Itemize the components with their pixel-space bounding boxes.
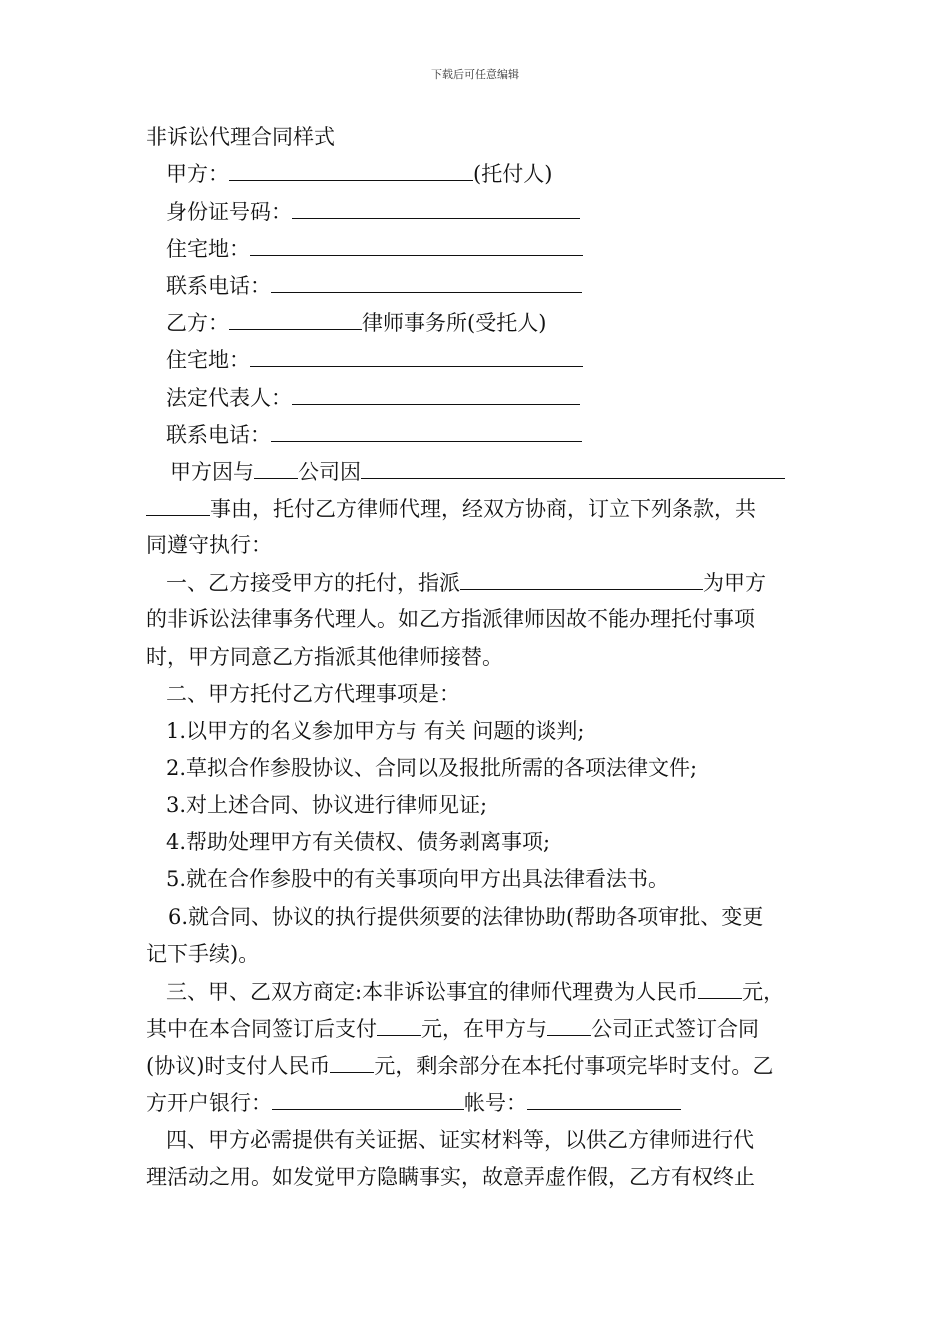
intro-part-a: 甲方因与 bbox=[170, 460, 254, 484]
id-number-blank bbox=[292, 198, 580, 219]
clause-2-item-1: 1.以甲方的名义参加甲方与 有关 问题的谈判; bbox=[166, 719, 585, 743]
clause-3-company-blank bbox=[547, 1015, 591, 1036]
intro-line-1 bbox=[170, 458, 785, 485]
party-b-blank bbox=[229, 309, 362, 330]
clause-3-part-g: 元，剩余部分在本托付事项完毕时支付。乙 bbox=[374, 1054, 774, 1078]
address-a-line bbox=[166, 235, 583, 262]
party-b-line bbox=[166, 309, 546, 336]
intro-blank-matter bbox=[361, 458, 785, 479]
party-a-label: 甲方： bbox=[166, 162, 229, 186]
clause-3-part-c: 其中在本合同签订后支付 bbox=[146, 1017, 377, 1041]
clause-3-line-4 bbox=[146, 1089, 681, 1116]
clause-3-line-1 bbox=[166, 978, 784, 1005]
intro-line-2 bbox=[146, 495, 756, 522]
clause-3-part-f: (协议)时支付人民币 bbox=[146, 1054, 331, 1078]
party-b-label: 乙方： bbox=[166, 311, 229, 335]
clause-3-part-a: 三、甲、乙双方商定:本非诉讼事宜的律师代理费为人民币 bbox=[166, 980, 699, 1004]
clause-3-fee-blank bbox=[698, 978, 742, 999]
clause-1-line-3: 时，甲方同意乙方指派其他律师接替。 bbox=[146, 645, 503, 669]
clause-3-bank-label: 方开户银行： bbox=[146, 1091, 272, 1115]
address-b-line bbox=[166, 346, 583, 373]
phone-b-line bbox=[166, 421, 582, 448]
representative-label: 法定代表人： bbox=[166, 386, 292, 410]
representative-line bbox=[166, 384, 580, 411]
clause-1-lawyer-blank bbox=[460, 569, 703, 590]
clause-3-bank-blank bbox=[272, 1089, 464, 1110]
clause-1-line-2: 的非诉讼法律事务代理人。如乙方指派律师因故不能办理托付事项 bbox=[146, 607, 755, 631]
party-a-suffix: (托付人) bbox=[473, 162, 553, 186]
clause-4-line-2: 理活动之用。如发觉甲方隐瞒事实，故意弄虚作假，乙方有权终止 bbox=[146, 1165, 755, 1189]
address-b-blank bbox=[250, 346, 583, 367]
party-b-suffix: 律师事务所(受托人) bbox=[362, 311, 547, 335]
intro-blank-cont bbox=[146, 495, 210, 516]
address-a-label: 住宅地： bbox=[166, 237, 250, 261]
clause-2-item-6-line-1: 6.就合同、协议的执行提供须要的法律协助(帮助各项审批、变更 bbox=[168, 905, 764, 929]
header-note: 下载后可任意编辑 bbox=[431, 68, 519, 81]
clause-3-line-3 bbox=[146, 1052, 773, 1079]
id-number-label: 身份证号码： bbox=[166, 200, 292, 224]
clause-1-line-1 bbox=[166, 569, 766, 596]
clause-3-second-payment-blank bbox=[330, 1052, 374, 1073]
clause-2-item-4: 4.帮助处理甲方有关债权、债务剥离事项; bbox=[166, 830, 551, 854]
clause-2-item-5: 5.就在合作参股中的有关事项向甲方出具法律看法书。 bbox=[166, 867, 670, 891]
address-a-blank bbox=[250, 235, 583, 256]
intro-line-3: 同遵守执行： bbox=[146, 533, 272, 557]
address-b-label: 住宅地： bbox=[166, 348, 250, 372]
intro-blank-company bbox=[254, 458, 298, 479]
phone-a-line bbox=[166, 272, 582, 299]
clause-1-part-a: 一、乙方接受甲方的托付，指派 bbox=[166, 571, 460, 595]
phone-b-label: 联系电话： bbox=[166, 423, 271, 447]
phone-b-blank bbox=[271, 421, 582, 442]
intro-part-c: 事由，托付乙方律师代理，经双方协商，订立下列条款，共 bbox=[210, 497, 756, 521]
clause-1-part-b: 为甲方 bbox=[703, 571, 766, 595]
clause-3-account-blank bbox=[527, 1089, 681, 1110]
clause-3-line-2 bbox=[146, 1015, 759, 1042]
clause-3-account-label: 帐号： bbox=[464, 1091, 527, 1115]
clause-4-line-1: 四、甲方必需提供有关证据、证实材料等，以供乙方律师进行代 bbox=[166, 1128, 754, 1152]
intro-part-b: 公司因 bbox=[298, 460, 361, 484]
clause-3-part-e: 公司正式签订合同 bbox=[591, 1017, 759, 1041]
phone-a-blank bbox=[271, 272, 582, 293]
document-title: 非诉讼代理合同样式 bbox=[146, 125, 335, 149]
party-a-line bbox=[166, 160, 552, 187]
clause-2-item-6-line-2: 记下手续)。 bbox=[146, 942, 260, 966]
clause-2-item-3: 3.对上述合同、协议进行律师见证; bbox=[166, 793, 488, 817]
id-number-line bbox=[166, 198, 580, 225]
clause-3-first-payment-blank bbox=[377, 1015, 421, 1036]
representative-blank bbox=[292, 384, 580, 405]
party-a-blank bbox=[229, 160, 473, 181]
phone-a-label: 联系电话： bbox=[166, 274, 271, 298]
clause-2-item-2: 2.草拟合作参股协议、合同以及报批所需的各项法律文件; bbox=[166, 756, 698, 780]
clause-3-part-d: 元，在甲方与 bbox=[421, 1017, 547, 1041]
clause-3-part-b: 元， bbox=[742, 980, 785, 1004]
clause-2-heading: 二、甲方托付乙方代理事项是： bbox=[166, 682, 460, 706]
